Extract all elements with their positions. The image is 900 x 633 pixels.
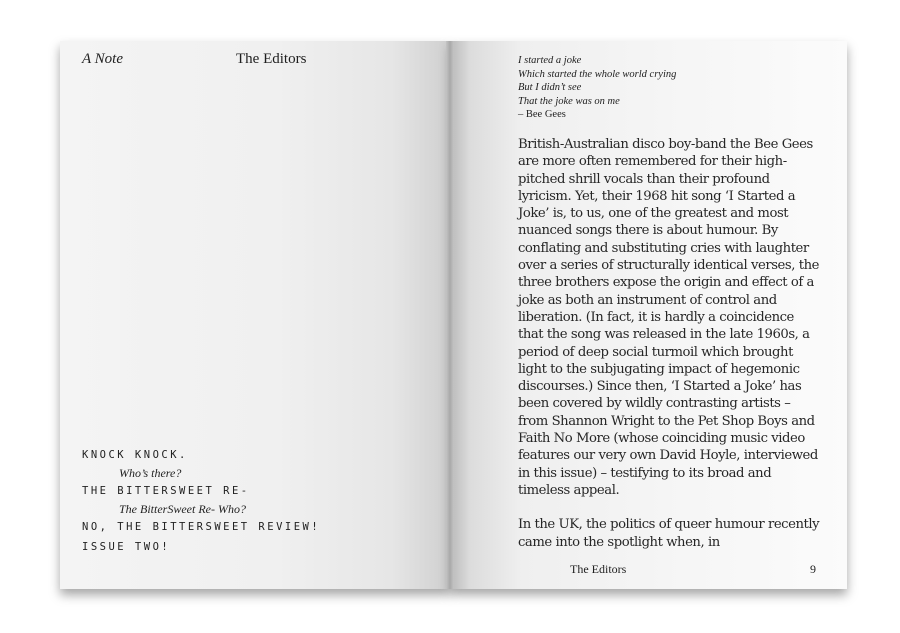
book-spine xyxy=(446,41,454,589)
epigraph-attribution: – Bee Gees xyxy=(518,109,566,120)
epigraph-line: But I didn’t see xyxy=(518,82,582,93)
page-number: 9 xyxy=(810,562,816,576)
paragraph: British-Australian disco boy-band the Bee Gees are more often remembered for their high-pitched shrill vocals than their profound lyricism. Yet, their 1968 hit song ‘I Started a Joke’ is, to us, one of the greatest and most nuanced songs there is about humour. By conflating and substituting cries with laughter over a series of structurally identical verses, the three brothers expose the origin and effect of a joke as both an instrument of control and liberation. (In fact, it is hardly a coincidence that the song was released in the late 1960s, a period of deep social turmoil which brought light to the subjugating impact of hegemonic discourses.) Since then, ‘I Started a Joke’ has been covered by wildly contrasting artists – from Shannon Wright to the Pet Shop Boys and Faith No More (whose coinciding music video features our very own David Hoyle, interviewed in this issue) – testifying to its broad and timeless appeal. xyxy=(518,137,819,498)
handwritten-line: KNOCK KNOCK. xyxy=(82,449,188,461)
footer-title: The Editors xyxy=(570,562,627,576)
body-text xyxy=(518,136,822,568)
epigraph-line: Which started the whole world crying xyxy=(518,68,677,80)
handwritten-line: ISSUE TWO! xyxy=(82,541,171,553)
header-title: The Editors xyxy=(236,51,307,67)
handwritten-line: NO, THE BITTERSWEET REVIEW! xyxy=(82,521,321,533)
right-page xyxy=(450,41,847,589)
section-label: A Note xyxy=(82,51,123,67)
reply-line: Who’s there? xyxy=(119,466,182,480)
epigraph xyxy=(518,54,676,122)
knock-knock-dialogue xyxy=(82,445,442,557)
open-book xyxy=(60,41,847,589)
epigraph-line: That the joke was on me xyxy=(518,95,620,107)
handwritten-line: THE BITTERSWEET RE- xyxy=(82,485,250,497)
epigraph-line: I started a joke xyxy=(518,55,582,66)
reply-line: The BitterSweet Re- Who? xyxy=(119,502,246,516)
paragraph: In the UK, the politics of queer humour recently came into the spotlight when, in xyxy=(518,517,820,550)
left-page xyxy=(60,41,450,589)
